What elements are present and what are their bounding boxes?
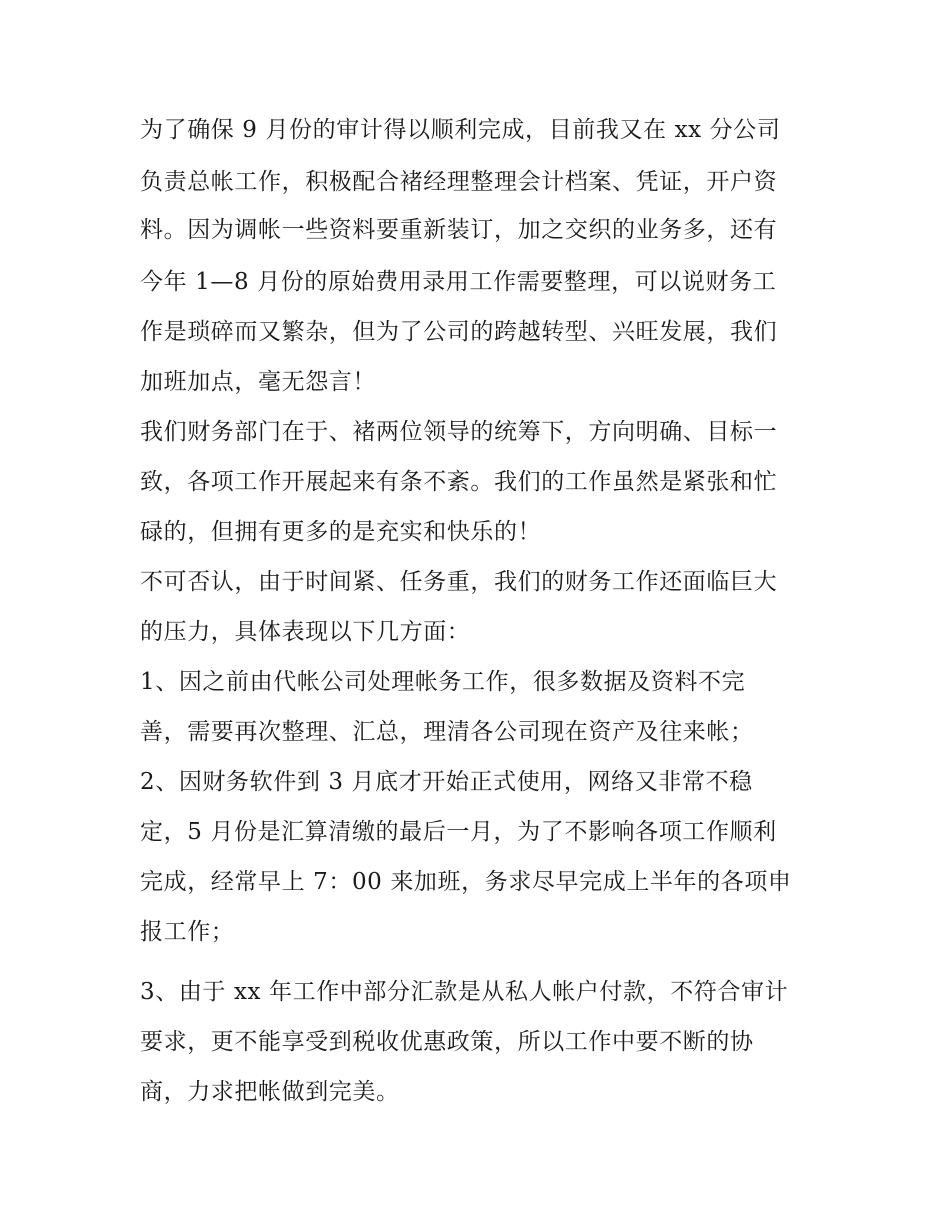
text-line: 料。因为调帐一些资料要重新装订，加之交织的业务多，还有 [140, 217, 778, 243]
text-line: 的压力，具体表现以下几方面： [140, 619, 471, 645]
text-line: 2、因财务软件到 3 月底才开始正式使用，网络又非常不稳 [140, 769, 753, 795]
text-line: 今年 1—8 月份的原始费用录用工作需要整理，可以说财务工 [140, 269, 777, 295]
text-line: 3、由于 xx 年工作中部分汇款是从私人帐户付款，不符合审计 [140, 979, 789, 1005]
text-line: 作是琐碎而又繁杂，但为了公司的跨越转型、兴旺发展，我们 [140, 319, 778, 345]
text-line: 我们财务部门在于、褚两位领导的统筹下，方向明确、目标一 [140, 419, 778, 445]
text-line: 完成，经常早上 7：00 来加班，务求尽早完成上半年的各项申 [140, 869, 792, 895]
text-line: 负责总帐工作，积极配合褚经理整理会计档案、凭证，开户资 [140, 169, 778, 195]
text-line: 碌的，但拥有更多的是充实和快乐的！ [140, 519, 542, 545]
text-line: 善，需要再次整理、汇总，理清各公司现在资产及往来帐； [140, 719, 754, 745]
text-line: 加班加点，毫无怨言！ [140, 369, 376, 395]
text-line: 为了确保 9 月份的审计得以顺利完成，目前我又在 xx 分公司 [140, 117, 781, 143]
text-line: 商，力求把帐做到完美。 [140, 1079, 400, 1105]
text-line: 不可否认，由于时间紧、任务重，我们的财务工作还面临巨大 [140, 569, 778, 595]
text-line: 致，各项工作开展起来有条不紊。我们的工作虽然是紧张和忙 [140, 469, 778, 495]
text-line: 定，5 月份是汇算清缴的最后一月，为了不影响各项工作顺利 [140, 819, 777, 845]
text-line: 要求，更不能享受到税收优惠政策，所以工作中要不断的协 [140, 1029, 754, 1055]
text-line: 1、因之前由代帐公司处理帐务工作，很多数据及资料不完 [140, 669, 746, 695]
text-line: 报工作； [140, 919, 235, 945]
